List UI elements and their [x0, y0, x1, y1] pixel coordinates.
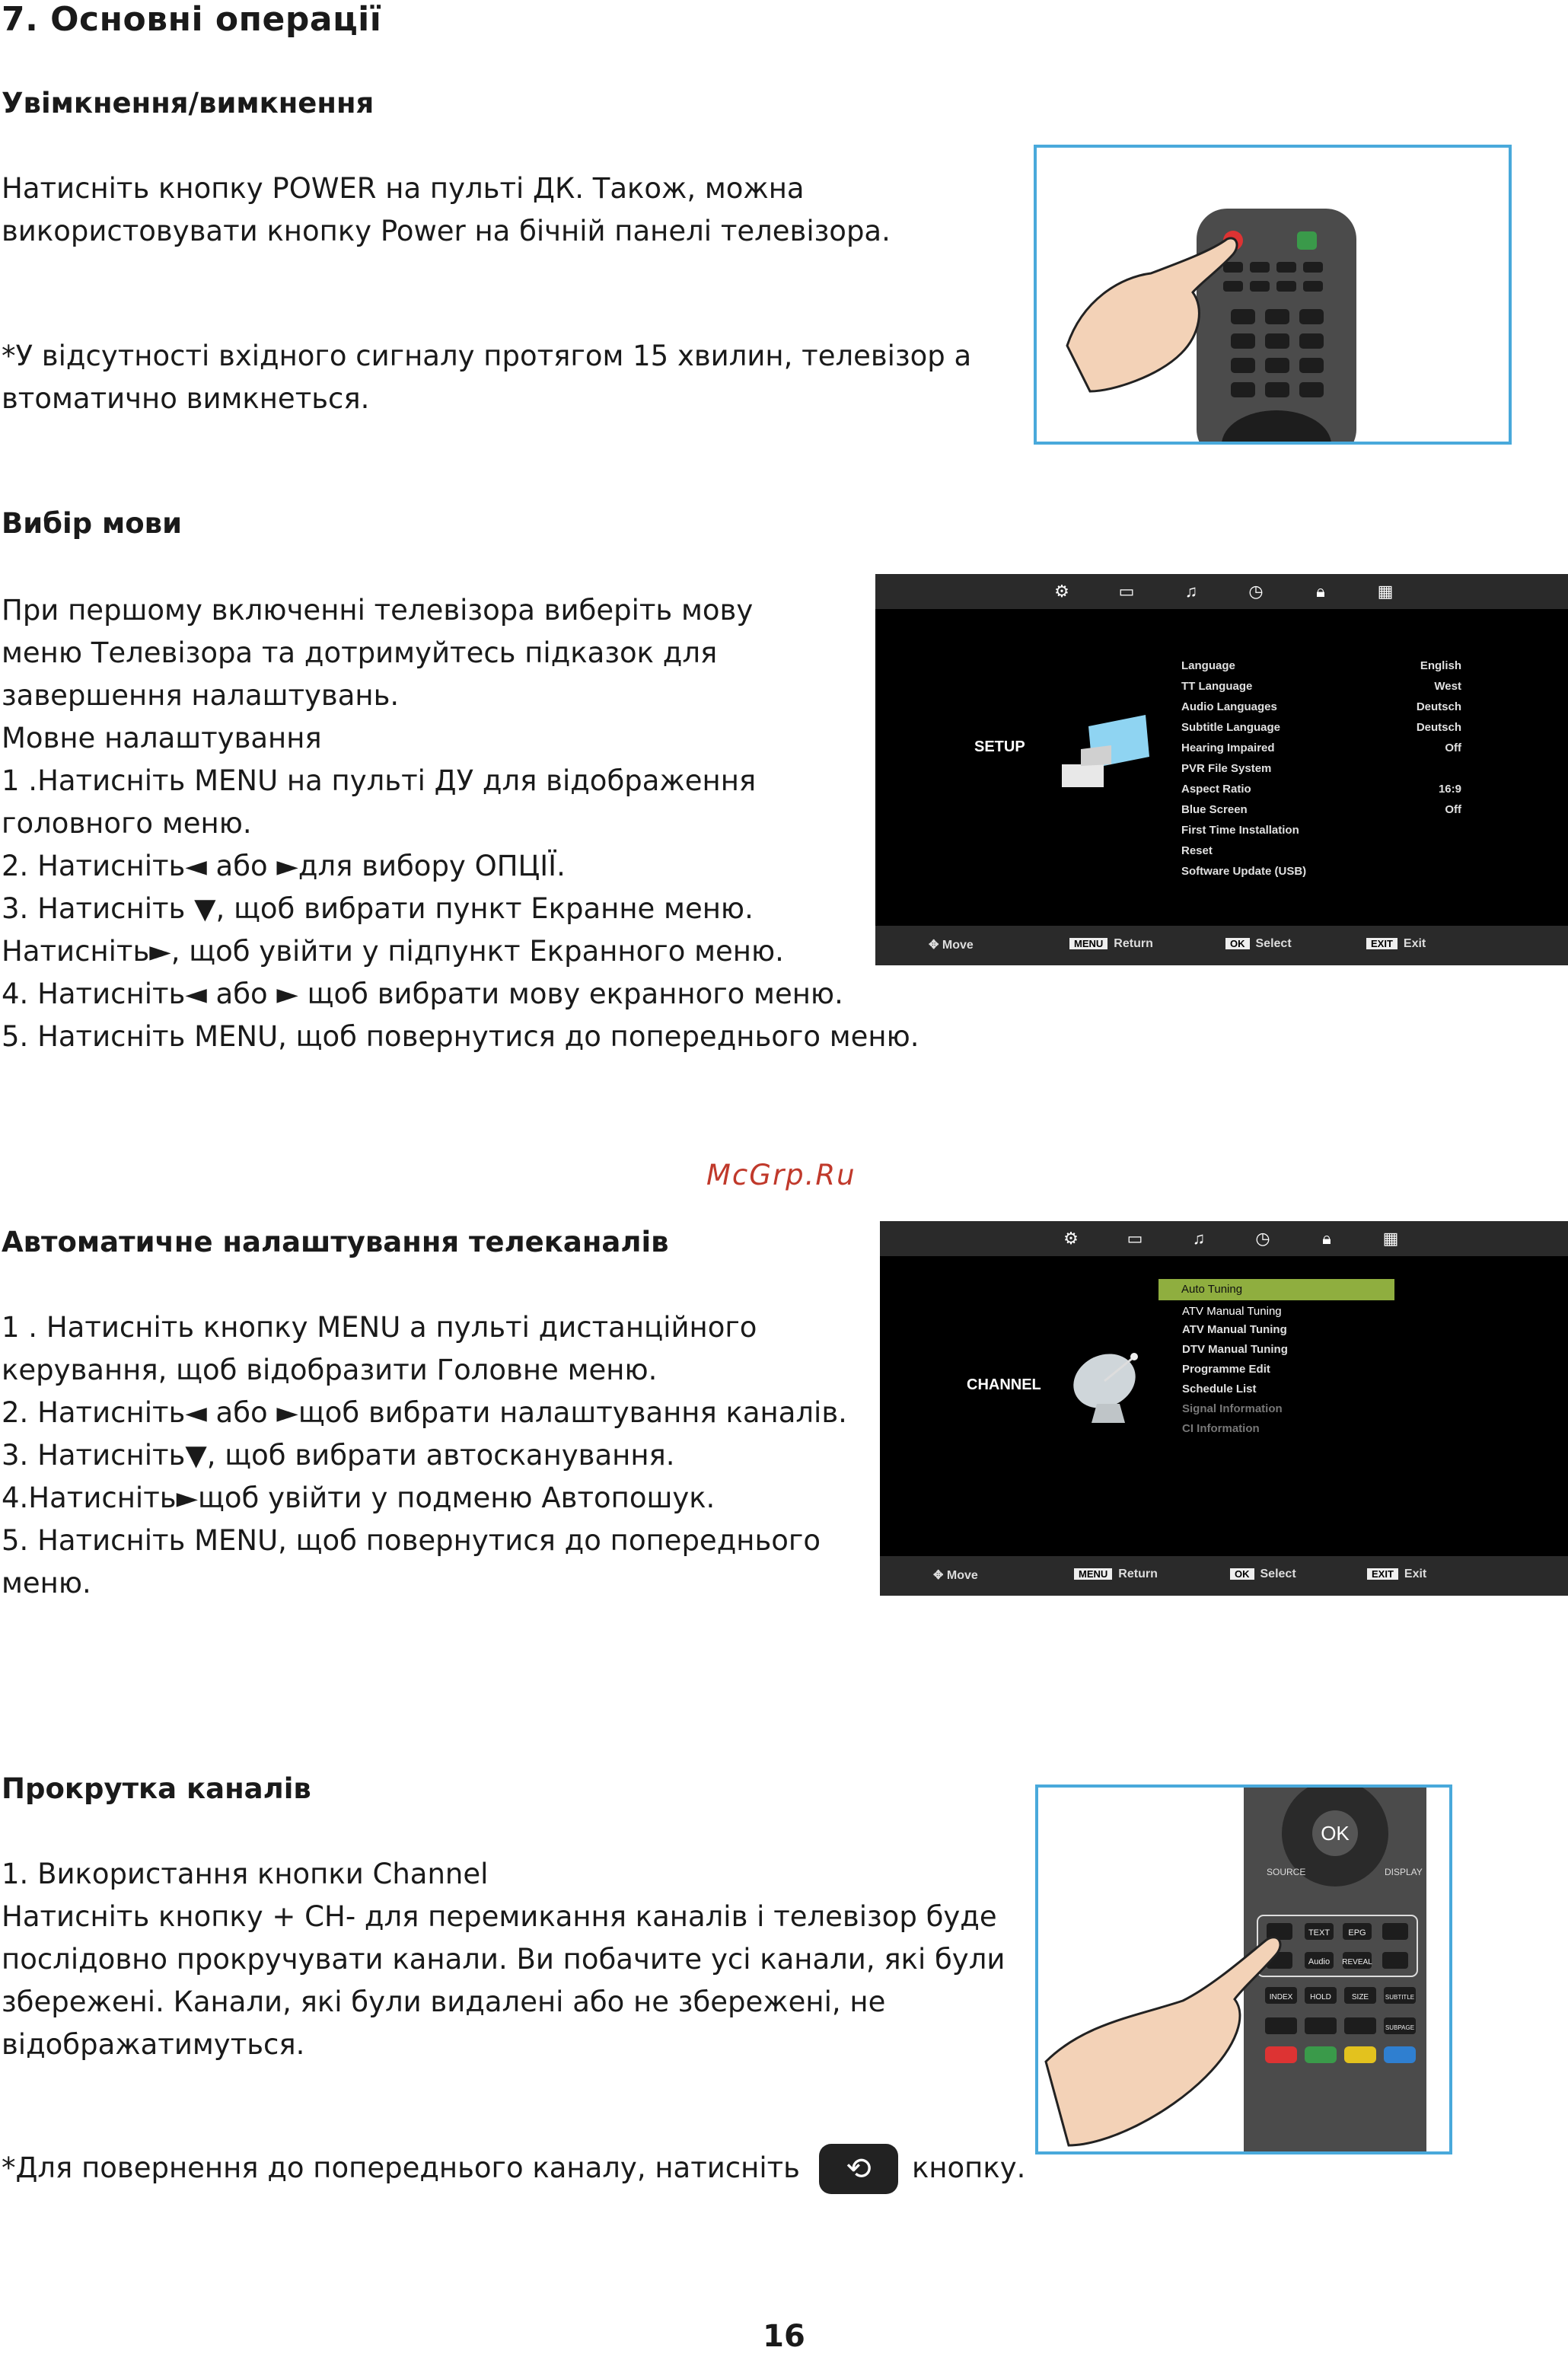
grid-icon: ▦: [1377, 582, 1394, 601]
autotune-line-7: меню.: [2, 1567, 91, 1600]
lock-icon: 🔒︎: [1322, 1229, 1331, 1248]
setup-icon: [1058, 711, 1157, 795]
power-line-1: Натисніть кнопку POWER на пульті ДК. Також, можна: [2, 172, 805, 205]
menu-footer: [880, 1556, 1568, 1596]
menu-item[interactable]: PVR File System: [1181, 762, 1272, 775]
subtitle-key-label: SUBTITLE: [1385, 1994, 1415, 2001]
watermark: McGrp.Ru: [706, 1159, 856, 1191]
language-line-9: Натисніть►, щоб увійти у підпункт Екранного меню.: [2, 935, 784, 968]
menu-item[interactable]: TT Language: [1181, 680, 1253, 693]
gear-icon: ⚙: [1063, 1229, 1079, 1248]
power-text: [2, 167, 891, 253]
section-label: CHANNEL: [967, 1376, 1041, 1393]
autotune-line-4: 3. Натисніть▼, щоб вибрати автосканування.: [2, 1439, 675, 1472]
language-line-3: завершення налаштувань.: [2, 679, 400, 712]
scroll-line-1: 1. Використання кнопки Channel: [2, 1858, 489, 1890]
scroll-line-5: відображатимуться.: [2, 2028, 305, 2061]
menu-item[interactable]: Software Update (USB): [1181, 865, 1307, 878]
move-icon: ✥: [929, 939, 942, 952]
menu-value: Deutsch: [1416, 700, 1461, 713]
menu-item-selected[interactable]: Auto Tuning: [1158, 1279, 1394, 1300]
ok-button-label: OK: [1321, 1822, 1350, 1845]
exit-hint: EXIT Exit: [1366, 937, 1426, 951]
menu-value: West: [1434, 680, 1461, 693]
autotune-line-5: 4.Натисніть►щоб увійти у подменю Автопошук.: [2, 1481, 715, 1514]
return-arrows-icon: ⟲: [819, 2144, 898, 2194]
move-hint: ✥ Move: [929, 939, 974, 952]
scroll-heading: Прокрутка каналів: [2, 1772, 311, 1805]
language-line-7: 2. Натисніть◄ або ►для вибору ОПЦІЇ.: [2, 850, 566, 882]
ok-key: OK: [1230, 1568, 1254, 1580]
music-note-icon: ♫: [1184, 582, 1198, 601]
grid-icon: ▦: [1382, 1229, 1399, 1248]
scroll-text: [2, 1853, 1005, 2066]
channel-remote-illustration: [1035, 1784, 1452, 2154]
exit-key: EXIT: [1367, 1568, 1398, 1580]
language-line-1: При першому включенні телевізора виберіть мову: [2, 594, 754, 627]
select-hint: OK Select: [1225, 937, 1292, 951]
menu-value: Off: [1445, 803, 1461, 816]
menu-value: Off: [1445, 742, 1461, 754]
menu-item[interactable]: ATV Manual Tuning: [1182, 1323, 1287, 1336]
autotune-line-2: керування, щоб відобразити Головне меню.: [2, 1354, 658, 1386]
return-note-after: кнопку.: [912, 2151, 1026, 2184]
hold-key-label: HOLD: [1310, 1993, 1331, 2001]
return-hint: MENU Return: [1074, 1568, 1158, 1581]
menu-item[interactable]: First Time Installation: [1181, 824, 1299, 837]
menu-footer: [875, 926, 1568, 965]
menu-item-disabled: Signal Information: [1182, 1402, 1283, 1415]
monitor-icon: ▭: [1118, 582, 1135, 601]
language-heading: Вибір мови: [2, 507, 183, 540]
clock-icon: ◷: [1255, 1229, 1270, 1248]
ok-key: OK: [1225, 938, 1250, 949]
autotune-line-1: 1 . Натисніть кнопку MENU а пульті дистанційного: [2, 1311, 757, 1344]
menu-value: Deutsch: [1416, 721, 1461, 734]
page-title: 7. Основні операції: [2, 0, 382, 39]
power-note-line-2: втоматично вимкнеться.: [2, 382, 370, 415]
language-line-10: 4. Натисніть◄ або ► щоб вибрати мову екранного меню.: [2, 978, 843, 1010]
lock-icon: 🔒︎: [1316, 582, 1325, 601]
return-note-before: *Для повернення до попереднього каналу, натисніть: [2, 2151, 800, 2184]
source-label: SOURCE: [1267, 1867, 1306, 1877]
menu-item[interactable]: Blue Screen: [1181, 803, 1248, 816]
display-label: DISPLAY: [1385, 1867, 1423, 1877]
setup-menu-screen: [875, 574, 1568, 965]
remote-with-hand-image: [1037, 148, 1512, 445]
menu-item[interactable]: Audio Languages: [1181, 700, 1277, 713]
language-line-4: Мовне налаштування: [2, 722, 322, 754]
clock-icon: ◷: [1248, 582, 1264, 601]
autotune-text: [2, 1306, 847, 1605]
channel-menu-screen: [880, 1221, 1568, 1596]
menu-tab-bar: [875, 574, 1568, 609]
monitor-icon: ▭: [1127, 1229, 1143, 1248]
menu-key: MENU: [1069, 938, 1107, 949]
language-line-6: головного меню.: [2, 807, 252, 840]
autotune-heading: Автоматичне налаштування телеканалів: [2, 1226, 669, 1258]
menu-value: English: [1420, 659, 1461, 672]
language-line-8: 3. Натисніть ▼, щоб вибрати пункт Екранне меню.: [2, 892, 754, 925]
menu-item[interactable]: DTV Manual Tuning: [1182, 1343, 1288, 1356]
satellite-dish-icon: [1063, 1343, 1154, 1427]
menu-item[interactable]: Language: [1181, 659, 1235, 672]
language-line-2: меню Телевізора та дотримуйтесь підказок для: [2, 636, 718, 669]
menu-tab-bar: [880, 1221, 1568, 1256]
size-key-label: SIZE: [1351, 1993, 1369, 2001]
scroll-line-3: послідовно прокручувати канали. Ви побачите усі канали, які були: [2, 1943, 1005, 1976]
power-note: [2, 335, 971, 420]
exit-key: EXIT: [1366, 938, 1397, 949]
scroll-line-4: збережені. Канали, які були видалені або не збережені, не: [2, 1985, 886, 2018]
autotune-line-6: 5. Натисніть MENU, щоб повернутися до попереднього: [2, 1524, 821, 1557]
menu-item[interactable]: Aspect Ratio: [1181, 783, 1251, 796]
page-number: 16: [763, 2319, 805, 2354]
subpage-key-label: SUBPAGE: [1385, 2024, 1415, 2031]
menu-item[interactable]: Hearing Impaired: [1181, 742, 1275, 754]
section-label: SETUP: [974, 738, 1025, 755]
reveal-key-label: REVEAL: [1342, 1958, 1372, 1966]
menu-value: 16:9: [1438, 783, 1461, 796]
autotune-line-3: 2. Натисніть◄ або ►щоб вибрати налаштування каналів.: [2, 1396, 847, 1429]
menu-item[interactable]: ATV Manual Tuning: [1182, 1305, 1282, 1318]
power-line-2: використовувати кнопку Power на бічній панелі телевізора.: [2, 215, 891, 247]
scroll-line-2: Натисніть кнопку + CH- для перемикання каналів і телевізор буде: [2, 1900, 997, 1933]
menu-item[interactable]: Subtitle Language: [1181, 721, 1281, 734]
language-line-5: 1 .Натисніть MENU на пульті ДУ для відображення: [2, 764, 757, 797]
menu-item-disabled: CI Information: [1182, 1422, 1260, 1435]
move-icon: ✥: [933, 1569, 947, 1582]
index-key-label: INDEX: [1269, 1993, 1293, 2001]
menu-item[interactable]: Schedule List: [1182, 1383, 1257, 1395]
remote-with-hand-image: [1038, 1788, 1452, 2154]
power-remote-illustration: [1034, 145, 1512, 445]
power-note-line-1: *У відсутності вхідного сигналу протягом 15 хвилин, телевізор а: [2, 340, 972, 372]
select-hint: OK Select: [1230, 1568, 1296, 1581]
power-heading: Увімкнення/вимкнення: [2, 87, 374, 120]
music-note-icon: ♫: [1192, 1229, 1206, 1248]
audio-key-label: Audio: [1308, 1957, 1331, 1966]
epg-key-label: EPG: [1348, 1928, 1366, 1938]
move-hint: ✥ Move: [933, 1569, 978, 1582]
menu-item[interactable]: Reset: [1181, 844, 1213, 857]
text-key-label: TEXT: [1308, 1928, 1331, 1938]
return-hint: MENU Return: [1069, 937, 1153, 951]
gear-icon: ⚙: [1054, 582, 1069, 601]
menu-key: MENU: [1074, 1568, 1112, 1580]
exit-hint: EXIT Exit: [1367, 1568, 1426, 1581]
language-line-11: 5. Натисніть MENU, щоб повернутися до попереднього меню.: [2, 1020, 919, 1053]
language-text: [2, 589, 919, 1058]
menu-item[interactable]: Programme Edit: [1182, 1363, 1270, 1376]
